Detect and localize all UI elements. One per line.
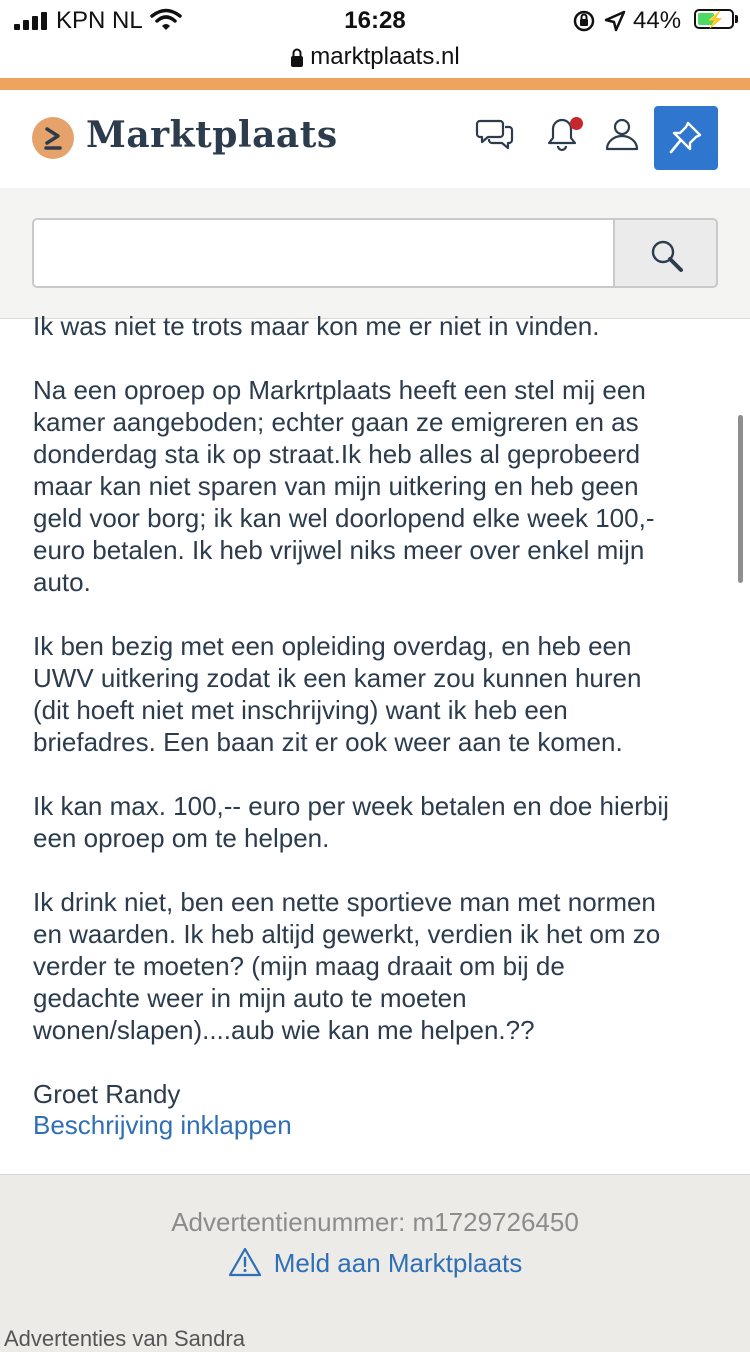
search-bar <box>0 188 750 319</box>
description-text <box>33 310 723 1110</box>
location-icon <box>604 10 626 32</box>
description-card <box>0 311 750 1175</box>
logo-text[interactable]: Marktplaats <box>86 114 338 156</box>
clock: 16:28 <box>344 7 406 34</box>
cut-off-heading <box>0 1322 260 1351</box>
search-button[interactable] <box>613 218 718 288</box>
place-ad-icon <box>668 119 704 157</box>
site-header <box>0 90 750 188</box>
address-bar[interactable] <box>0 44 750 78</box>
place-ad-button[interactable] <box>654 106 718 170</box>
search-icon <box>649 238 685 274</box>
description-paragraph: Ik drink niet, ben een nette sportieve man met normen en waarden. Ik heb altijd gewerkt, verdien ik het om zo verder te moeten? (mijn maag draait om bij de gedachte weer in mijn auto te moeten wonen/slapen)....aub wie kan me helpen.?? <box>33 887 661 1045</box>
description-signature: Groet Randy <box>33 1079 181 1109</box>
carrier-label: KPN NL <box>56 7 143 34</box>
ad-number: Advertentienummer: m1729726450 <box>171 1207 579 1237</box>
description-paragraph: Na een oproep op Markrtplaats heeft een stel mij een kamer aangeboden; echter gaan ze emigreren en as donderdag sta ik op straat.Ik heb alles al geprobeerd maar kan niet sparen van mijn uitkering en heb geen geld voor borg; ik kan wel doorlopend elke week 100,- euro betalen. Ik heb vrijwel niks meer over enkel mijn auto. <box>33 375 655 597</box>
rotation-lock-icon <box>572 9 596 33</box>
chat-icon[interactable] <box>476 116 514 152</box>
report-label: Meld aan Marktplaats <box>273 1248 523 1278</box>
url-text: marktplaats.nl <box>310 43 460 70</box>
cut-off-text: Advertenties van Sandra <box>4 1326 245 1351</box>
battery-percentage: 44% <box>633 7 682 34</box>
description-paragraph: Ik was niet te trots maar kon me er niet in vinden. <box>33 311 600 341</box>
description-paragraph: Ik kan max. 100,-- euro per week betalen en doe hierbij een oproep om te helpen. <box>33 791 669 853</box>
description-paragraph: Ik ben bezig met een opleiding overdag, en heb een UWV uitkering zodat ik een kamer zou kunnen huren (dit hoeft niet met inschrijving) want ik heb een briefadres. Een baan zit er ook weer aan te komen. <box>33 631 642 757</box>
battery-icon: ⚡ <box>694 9 734 29</box>
brand-stripe <box>0 78 750 90</box>
report-link[interactable] <box>0 1248 750 1280</box>
warning-icon <box>228 1247 262 1277</box>
search-input[interactable] <box>32 218 614 288</box>
scrollbar[interactable] <box>738 415 743 583</box>
marktplaats-logo-icon[interactable] <box>32 117 74 159</box>
lock-icon <box>290 48 304 68</box>
collapse-description-link[interactable]: Beschrijving inklappen <box>33 1110 292 1140</box>
user-icon[interactable] <box>604 116 640 152</box>
status-bar <box>0 0 750 44</box>
battery-tip <box>735 15 738 23</box>
notification-badge <box>570 117 583 130</box>
